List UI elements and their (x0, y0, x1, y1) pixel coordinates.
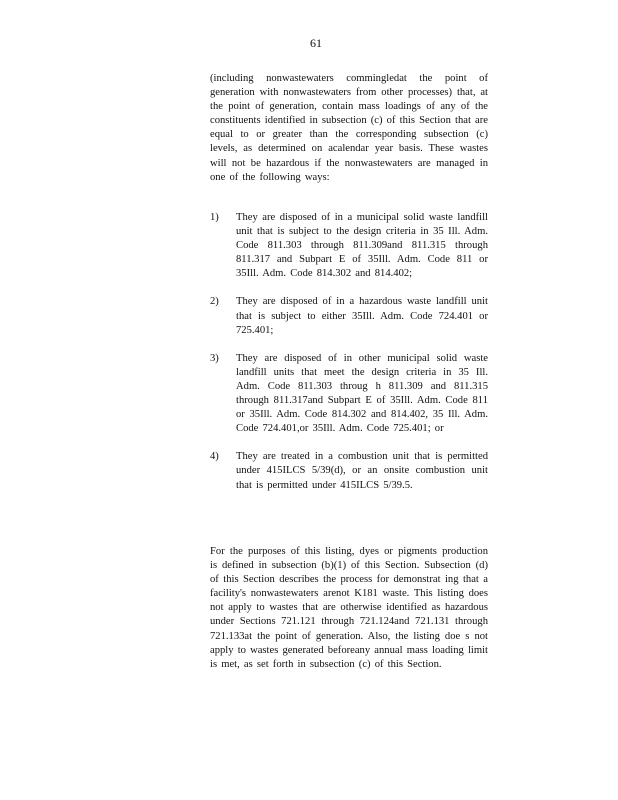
intro-paragraph: (including nonwastewaters commingledat the point of generation with nonwastewaters from other processes) that, at the point of generation, contain mass loadings of any of the constituents identified in subsection (c) of this Section that are equal to or greater than the corresponding subsection (c) levels, as determined on acalendar year basis. These wastes will not be hazardous if the nonwastewaters are managed in one of the following ways: (210, 73, 488, 183)
list-item (210, 295, 488, 337)
list-item-text: They are disposed of in a hazardous waste landfill unit that is subject to either 35Ill. Adm. Code 724.401 or 725.401; (236, 296, 488, 336)
management-methods-list (210, 211, 488, 507)
list-item-text: They are disposed of in a municipal solid waste landfill unit that is subject to the design criteria in 35 Ill. Adm. Code 811.303 through 811.309and 811.315 through 811.317 and Subpart E of 35Ill. Adm. Code 811 or 35Ill. Adm. Code 814.302 and 814.402; (236, 212, 488, 280)
list-item-text: They are disposed of in other municipal solid waste landfill units that meet the design criteria in 35 Ill. Adm. Code 811.303 throug h 811.309 and 811.315 through 811.317and Subpart E of 35Ill. Adm. Code 811 or 35Ill. Adm. Code 814.302 and 814.402, 35 Ill. Adm. Code 724.401,or 35Ill. Adm. Code 725.401; or (236, 352, 488, 435)
list-item (210, 211, 488, 281)
list-item-number: 1) (210, 212, 219, 223)
list-item-number: 2) (210, 296, 219, 308)
list-item (210, 450, 488, 492)
outro-paragraph: For the purposes of this listing, dyes or pigments production is defined in subsection (b)(1) of this Section. Subsection (d) of this Section describes the process for demonstrat ing that a facility's nonwastewaters arenot K181 waste. This listing does not apply to wastes that are otherwise identified as hazardous under Sections 721.121 through 721.124and 721.131 through 721.133at the point of generation. Also, the listing doe s not apply to wastes generated beforeany annual mass loading limit is met, as set forth in subsection (c) of this Section. (210, 546, 488, 670)
list-item-number: 3) (210, 352, 219, 364)
page-number: 61 (310, 36, 322, 50)
list-item (210, 352, 488, 437)
list-item-text: They are treated in a combustion unit that is permitted under 415ILCS 5/39(d), or an onsite combustion unit that is permitted under 415ILCS 5/39.5. (236, 451, 488, 491)
list-item-number: 4) (210, 451, 219, 463)
